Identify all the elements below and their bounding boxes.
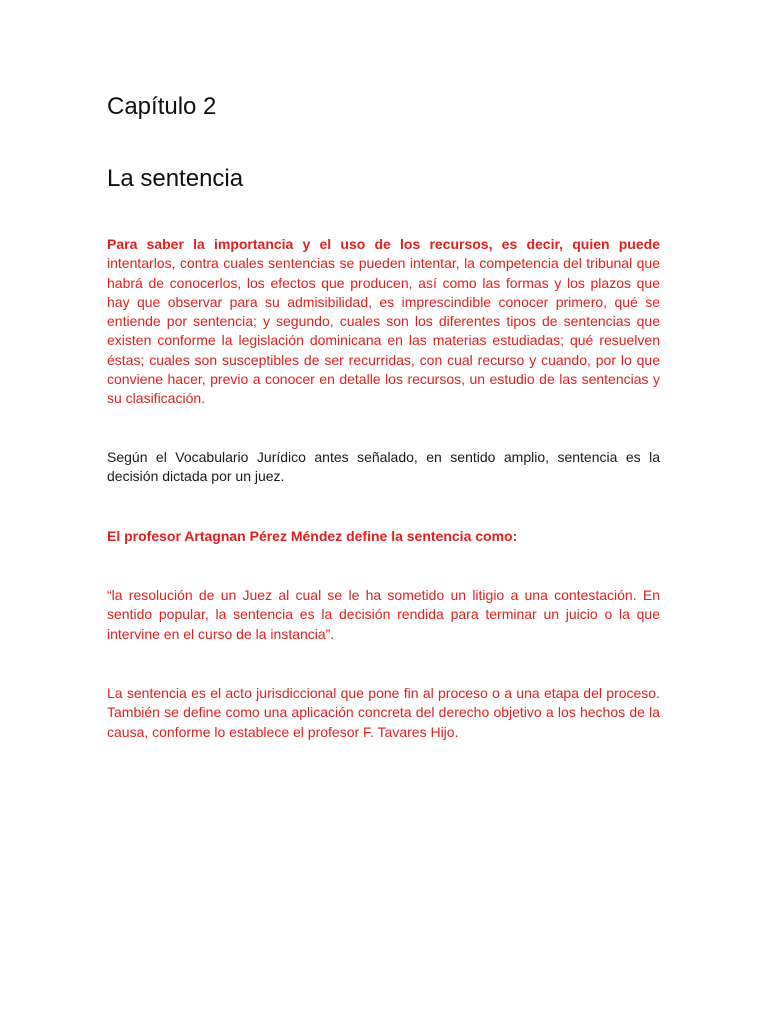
section-title: La sentencia (107, 165, 244, 192)
intro-paragraph-lead: Para saber la importancia y el uso de los recursos, es decir, quien puede (107, 236, 660, 252)
closing-paragraph: La sentencia es el acto jurisdiccional que pone fin al proceso o a una etapa del proceso. También se define como una aplicación concreta del derecho objetivo a los hechos de la causa, conforme lo establece el profesor F. Tavares Hijo. (107, 685, 660, 740)
intro-paragraph (107, 235, 660, 409)
definition-paragraph: Según el Vocabulario Jurídico antes señalado, en sentido amplio, sentencia es la decisión dictada por un juez. (107, 449, 660, 485)
professor-intro-paragraph: El profesor Artagnan Pérez Méndez define la sentencia como: (107, 528, 518, 544)
quote-paragraph: “la resolución de un Juez al cual se le ha sometido un litigio a una contestación. En sentido popular, la sentencia es la decisión rendida para terminar un juicio o la que intervine en el curso de la instancia”. (107, 587, 660, 642)
chapter-heading: Capítulo 2 (107, 93, 217, 120)
intro-paragraph-body: intentarlos, contra cuales sentencias se pueden intentar, la competencia del tribunal que habrá de conocerlos, los efectos que producen, así como las formas y los plazos que hay que observar para su admisibilidad, es imprescindible conocer primero, qué se entiende por sentencia; y segundo, cuales son los diferentes tipos de sentencias que existen conforme la legislación dominicana en las materias estudiadas; qué resuelven éstas; cuales son susceptibles de ser recurridas, con cual recurso y cuando, por lo que conviene hacer, previo a conocer en detalle los recursos, un estudio de las sentencias y su clasificación. (107, 255, 660, 407)
